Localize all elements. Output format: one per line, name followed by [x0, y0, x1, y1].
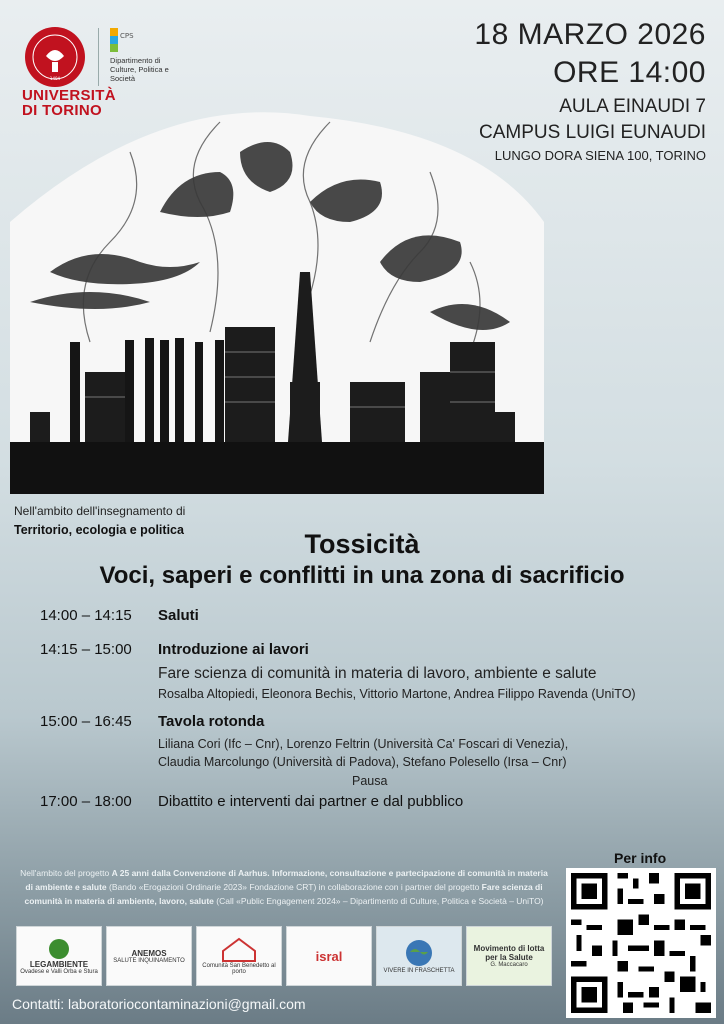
event-address: LUNGO DORA SIENA 100, TORINO [494, 148, 706, 163]
session-title: Tavola rotonda [158, 713, 265, 730]
event-campus: CAMPUS LUIGI EUNAUDI [479, 122, 706, 143]
event-subtitle: Voci, saperi e conflitti in una zona di sacrificio [99, 562, 625, 589]
partner-logo: LEGAMBIENTE Ovadese e Valli Orba e Stura [16, 926, 102, 986]
partner-logo: ANEMOS SALUTE INQUINAMENTO [106, 926, 192, 986]
course-name: Territorio, ecologia e politica [14, 523, 184, 537]
per-info-label: Per info [614, 850, 667, 866]
event-date: 18 MARZO 2026 [474, 18, 706, 51]
unito-seal-logo [24, 26, 86, 88]
industrial-illustration [10, 112, 544, 494]
event-time: ORE 14:00 [553, 56, 706, 89]
partner-logo: VIVERE IN FRASCHETTA [376, 926, 462, 986]
partner-logo: isral [286, 926, 372, 986]
logo-divider [98, 28, 99, 86]
session-time: 15:00 – 16:45 [40, 713, 132, 730]
svg-text:1404: 1404 [49, 76, 61, 81]
partner-logos [16, 926, 552, 986]
house-icon [219, 937, 259, 963]
session-time: 17:00 – 18:00 [40, 793, 132, 810]
event-room: AULA EINAUDI 7 [559, 96, 706, 117]
partner-logo: Movimento di lotta per la Salute G. Maccacaro [466, 926, 552, 986]
session-subtitle: Fare scienza di comunità in materia di lavoro, ambiente e salute [158, 665, 597, 682]
svg-text:CPS: CPS [120, 32, 134, 40]
intro-text: Nell'ambito dell'insegnamento di [14, 504, 186, 518]
break-label: Pausa [352, 774, 388, 788]
contact-email[interactable]: Contatti: laboratoriocontaminazioni@gmail.com [12, 996, 306, 1012]
session-speakers: Claudia Marcolungo (Università di Padova), Stefano Polesello (Irsa – Cnr) [158, 755, 567, 769]
globe-icon [404, 938, 434, 968]
session-title: Saluti [158, 607, 199, 624]
qr-code[interactable] [566, 868, 716, 1018]
session-speakers: Rosalba Altopiedi, Eleonora Bechis, Vittorio Martone, Andrea Filippo Ravenda (UniTO) [158, 687, 636, 701]
event-title: Tossicità [304, 529, 420, 559]
unito-name: UNIVERSITÀ DI TORINO [22, 87, 116, 119]
session-speakers: Liliana Cori (Ifc – Cnr), Lorenzo Feltrin (Università Ca' Foscari di Venezia), [158, 737, 569, 751]
cps-logo [110, 28, 138, 52]
department-name: Dipartimento di Culture, Politica e Società [110, 56, 169, 83]
session-time: 14:00 – 14:15 [40, 607, 132, 624]
project-info: Nell'ambito del progetto A 25 anni dalla Convenzione di Aarhus. Informazione, consultazione e partecipazione di comunità in materia di ambiente e salute (Bando «Erogazioni Ordinarie 2023» Fondazione CRT) in collaborazione con i partner del progetto Fare scienza di comunità in materia di ambiente, lavoro, salute (Call «Public Engagement 2024» – Dipartimento di Culture, Politica e Società – UniTO) [20, 868, 548, 906]
session-title: Dibattito e interventi dai partner e dal pubblico [158, 793, 464, 810]
session-time: 14:15 – 15:00 [40, 641, 132, 658]
legambiente-icon [46, 938, 72, 960]
session-title: Introduzione ai lavori [158, 641, 309, 658]
partner-logo: Comunità San Benedetto al porto [196, 926, 282, 986]
